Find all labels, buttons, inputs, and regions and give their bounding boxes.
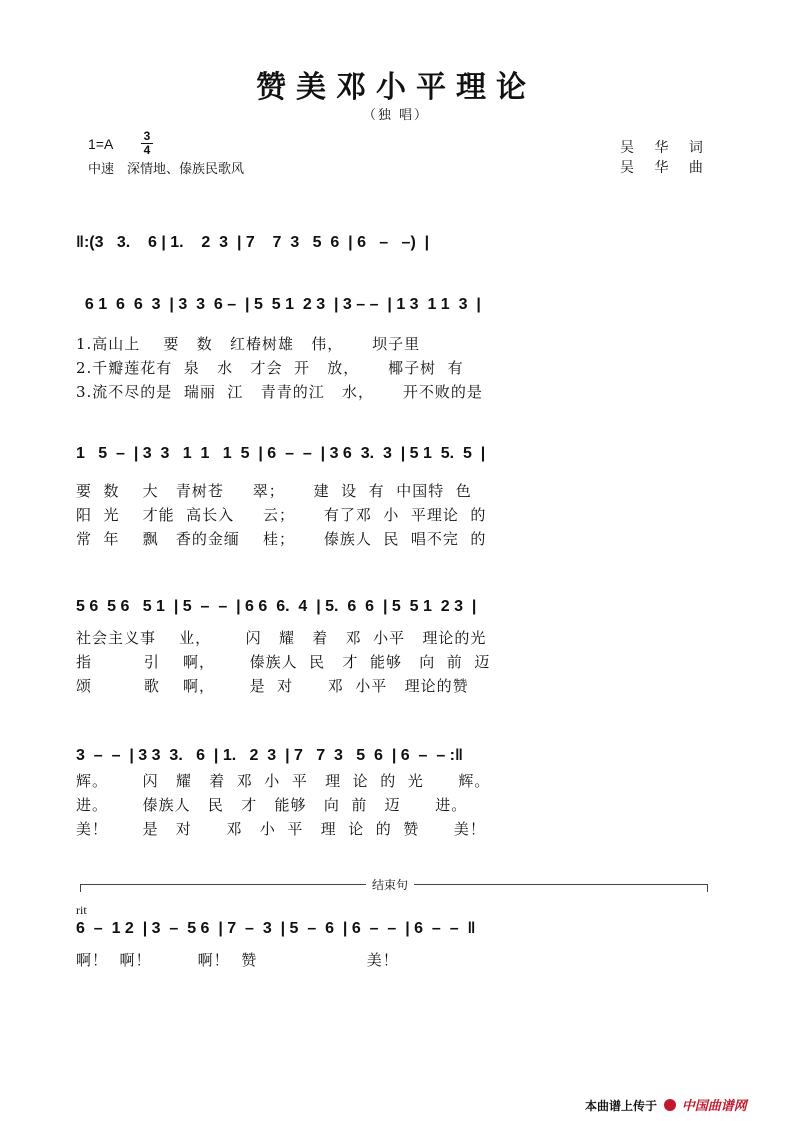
footer-credit bbox=[585, 1095, 747, 1114]
time-signature bbox=[140, 130, 154, 157]
lyric-verse-3: 常 年 飘 香的金缅 桂； 傣族人 民 唱不完 的 bbox=[76, 530, 487, 548]
lyric-verse-1: 要 数 大 青树苍 翠； 建 设 有 中国特 色 bbox=[76, 482, 472, 500]
lyric-verse-1: 辉。 闪 耀 着 邓 小 平 理 论 的 光 辉。 bbox=[76, 772, 491, 790]
meter-bottom: 4 bbox=[143, 143, 151, 157]
ending-bracket bbox=[80, 878, 708, 892]
lyric-verse-2: 2.千瓣莲花有 泉 水 才会 开 放， 椰子树 有 bbox=[76, 359, 464, 377]
ending-label: 结束句 bbox=[366, 876, 414, 893]
key-signature: 1=A bbox=[88, 136, 114, 152]
notation-line: 1 5 – | 3 3 1 1 1 5 | 6 – – | 3 6 3. 3 | 5 1 5. 5 | bbox=[76, 445, 486, 462]
lyric-verse-1: 啊！ 啊！ 啊！ 赞 美！ bbox=[76, 951, 399, 969]
site-name[interactable]: 中国曲谱网 bbox=[681, 1098, 747, 1113]
lyric-verse-3: 美！ 是 对 邓 小 平 理 论 的 赞 美！ bbox=[76, 820, 486, 838]
tempo-marking: 中速 深情地、傣族民歌风 bbox=[88, 161, 245, 176]
lyric-verse-3: 颂 歌 啊， 是 对 邓 小平 理论的赞 bbox=[76, 677, 469, 695]
lyric-verse-1: 社会主义事 业， 闪 耀 着 邓 小平 理论的光 bbox=[76, 629, 487, 647]
notation-line: ‖:(3 3. 6 | 1. 2 3 | 7 7 3 5 6 | 6 – –) | bbox=[76, 234, 430, 251]
upload-text: 本曲谱上传于 bbox=[585, 1099, 658, 1113]
notation-line: 6 1 6 6 3 | 3 3 6 – | 5 5 1 2 3 | 3 – – | 1 3 1 1 3 | bbox=[76, 296, 481, 313]
meter-top: 3 bbox=[143, 129, 151, 143]
ritardando-marking: rit bbox=[76, 903, 87, 917]
subtitle: （独 唱） bbox=[362, 108, 430, 123]
lyric-verse-3: 3.流不尽的是 瑞丽 江 青青的江 水， 开不败的是 bbox=[76, 383, 483, 401]
notation-line: 5 6 5 6 5 1 | 5 – – | 6 6 6. 4 | 5. 6 6 | 5 5 1 2 3 | bbox=[76, 598, 477, 615]
notation-line: 6 – 1 2 | 3 – 5 6 | 7 – 3 | 5 – 6 | 6 – – | 6 – – ‖ bbox=[76, 920, 476, 937]
composer-credit: 吴 华 曲 bbox=[620, 160, 711, 176]
lyric-verse-2: 阳 光 才能 高长入 云； 有了邓 小 平理论 的 bbox=[76, 506, 487, 524]
lyric-verse-2: 进。 傣族人 民 才 能够 向 前 迈 进。 bbox=[76, 796, 468, 814]
site-logo-icon bbox=[664, 1099, 676, 1111]
lyric-verse-1: 1.高山上 要 数 红椿树雄 伟， 坝子里 bbox=[76, 335, 421, 353]
lyric-verse-2: 指 引 啊， 傣族人 民 才 能够 向 前 迈 bbox=[76, 653, 491, 671]
page-title: 赞美邓小平理论 bbox=[256, 70, 536, 105]
lyricist-credit: 吴 华 词 bbox=[620, 140, 711, 156]
notation-line: 3 – – | 3 3 3. 6 | 1. 2 3 | 7 7 3 5 6 | 6 – – :‖ bbox=[76, 747, 463, 764]
